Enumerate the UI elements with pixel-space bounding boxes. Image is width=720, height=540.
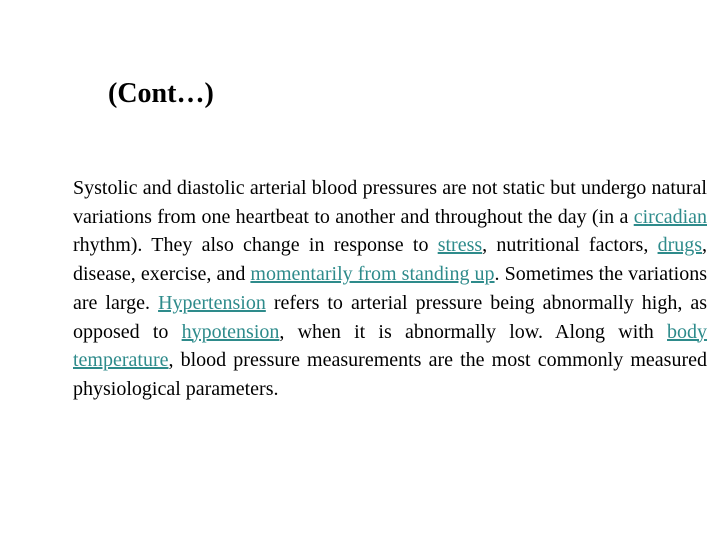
link-body-temperature[interactable]: body temperature [73, 320, 708, 372]
paragraph-text: . Sometimes the variations are large. [73, 263, 708, 314]
paragraph-text: , when it is abnormally low. Along with [279, 320, 668, 343]
paragraph-text: , disease, exercise, and [73, 234, 708, 286]
paragraph-text: rhythm). They also change in response to [73, 234, 438, 257]
link-stress[interactable]: stress [437, 234, 483, 257]
link-hypertension[interactable]: Hypertension [158, 291, 266, 314]
link-hypotension[interactable]: hypotension [181, 320, 280, 343]
link-circadian[interactable]: circadian [633, 205, 707, 228]
paragraph-text: , nutritional factors, [482, 234, 658, 257]
link-momentarily-from-standing-up[interactable]: momentarily from standing up [250, 263, 495, 286]
body-paragraph [73, 174, 707, 404]
link-drugs[interactable]: drugs [657, 234, 703, 257]
paragraph-text: , blood pressure measurements are the most commonly measured physiological parameters. [73, 349, 707, 400]
paragraph-text: Systolic and diastolic arterial blood pressures are not static but undergo natural variations from one heartbeat to another and throughout the day (in a [73, 177, 707, 228]
slide-title: (Cont…) [108, 78, 214, 109]
paragraph-text: refers to arterial pressure being abnormally high, as opposed to [73, 291, 707, 343]
